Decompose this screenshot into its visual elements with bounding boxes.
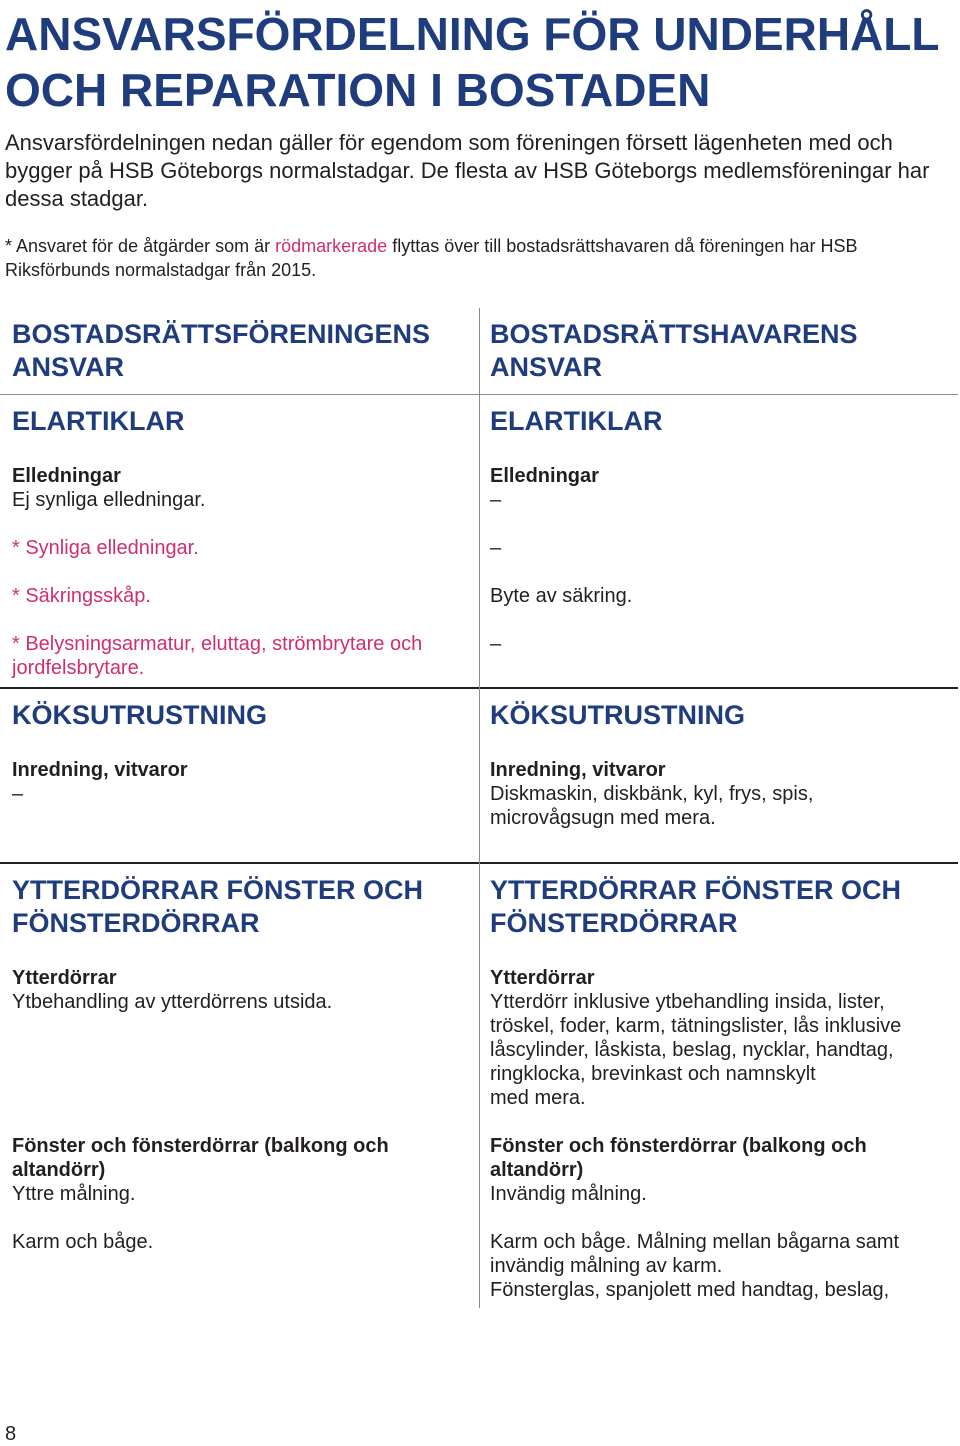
association-text: * Belysningsarmatur, eluttag, strömbrytare och jordfelsbrytare.: [12, 633, 423, 679]
association-cell: [0, 405, 479, 438]
holder-cell: [479, 1230, 958, 1302]
section-heading: ELARTIKLAR: [12, 406, 185, 436]
section-heading: YTTERDÖRRAR FÖNSTER OCH FÖNSTERDÖRRAR: [490, 875, 901, 938]
item-label: Inredning, vitvaror: [490, 759, 666, 781]
association-cell: [0, 464, 479, 512]
page-title: ANSVARSFÖRDELNING FÖR UNDERHÅLL OCH REPARATION I BOSTADEN: [5, 8, 939, 116]
note-highlight: rödmarkerade: [275, 236, 388, 256]
association-text: Karm och båge.: [12, 1231, 154, 1253]
item-label: Ytterdörrar: [12, 967, 117, 989]
section-heading: ELARTIKLAR: [490, 406, 663, 436]
association-cell: [0, 584, 479, 608]
association-text: * Synliga elledningar.: [12, 537, 199, 559]
note-suffix: flyttas över till bostadsrättshavaren då föreningen har HSB Riksförbunds normalstadgar från 2015.: [5, 236, 858, 280]
page-number: 8: [5, 1423, 17, 1445]
note-paragraph: [0, 234, 960, 282]
association-text: Yttre målning.: [12, 1183, 136, 1205]
holder-cell: [479, 699, 958, 732]
association-cell: [0, 758, 479, 830]
association-cell: [0, 1230, 479, 1302]
association-text: * Säkringsskåp.: [12, 585, 151, 607]
item-label: Fönster och fönsterdörrar (balkong och altandörr): [12, 1135, 389, 1181]
association-cell: [0, 966, 479, 1110]
association-cell: [0, 699, 479, 732]
holder-text: –: [490, 633, 502, 655]
intro-paragraph: Ansvarsfördelningen nedan gäller för egendom som föreningen försett lägenheten med och bygger på HSB Göteborgs normalstadgar. De flesta av HSB Göteborgs medlemsföreningar har dessa stadgar.: [5, 130, 930, 211]
section-heading: YTTERDÖRRAR FÖNSTER OCH FÖNSTERDÖRRAR: [12, 875, 423, 938]
association-cell: [0, 536, 479, 560]
holder-cell: [479, 632, 958, 680]
item-label: Elledningar: [12, 465, 121, 487]
holder-cell: [479, 318, 958, 384]
holder-cell: [479, 874, 958, 940]
holder-text: Karm och båge. Målning mellan bågarna samt invändig målning av karm. Fönsterglas, spanjolett med handtag, beslag,: [490, 1231, 900, 1301]
association-cell: [0, 1134, 479, 1206]
association-text: Ej synliga elledningar.: [12, 489, 206, 511]
holder-cell: [479, 536, 958, 560]
holder-column-heading: BOSTADSRÄTTSHAVARENS ANSVAR: [490, 319, 858, 382]
association-text: –: [12, 783, 24, 805]
item-label: Elledningar: [490, 465, 599, 487]
association-cell: [0, 874, 479, 940]
column-divider: [479, 308, 480, 1308]
item-label: Ytterdörrar: [490, 967, 595, 989]
association-cell: [0, 632, 479, 680]
holder-text: Invändig målning.: [490, 1183, 647, 1205]
item-label: Inredning, vitvaror: [12, 759, 188, 781]
association-cell: [0, 318, 479, 384]
responsibility-table: [0, 308, 958, 1308]
item-label: Fönster och fönsterdörrar (balkong och altandörr): [490, 1135, 867, 1181]
holder-cell: [479, 464, 958, 512]
holder-cell: [479, 966, 958, 1110]
holder-cell: [479, 584, 958, 608]
holder-cell: [479, 758, 958, 830]
section-heading: KÖKSUTRUSTNING: [12, 700, 267, 730]
holder-text: Byte av säkring.: [490, 585, 633, 607]
holder-cell: [479, 405, 958, 438]
holder-cell: [479, 1134, 958, 1206]
association-text: Ytbehandling av ytterdörrens utsida.: [12, 991, 333, 1013]
section-heading: KÖKSUTRUSTNING: [490, 700, 745, 730]
holder-text: –: [490, 537, 502, 559]
note-prefix: * Ansvaret för de åtgärder som är: [5, 236, 276, 256]
holder-text: Diskmaskin, diskbänk, kyl, frys, spis, microvågsugn med mera.: [490, 783, 814, 829]
holder-text: –: [490, 489, 502, 511]
association-column-heading: BOSTADSRÄTTSFÖRENINGENS ANSVAR: [12, 319, 431, 382]
holder-text: Ytterdörr inklusive ytbehandling insida, lister, tröskel, foder, karm, tätningslister, lås inklusive låscylinder, låskista, beslag, nycklar, handtag, ringklocka, brevinkast och namnskylt med mera.: [490, 991, 902, 1109]
